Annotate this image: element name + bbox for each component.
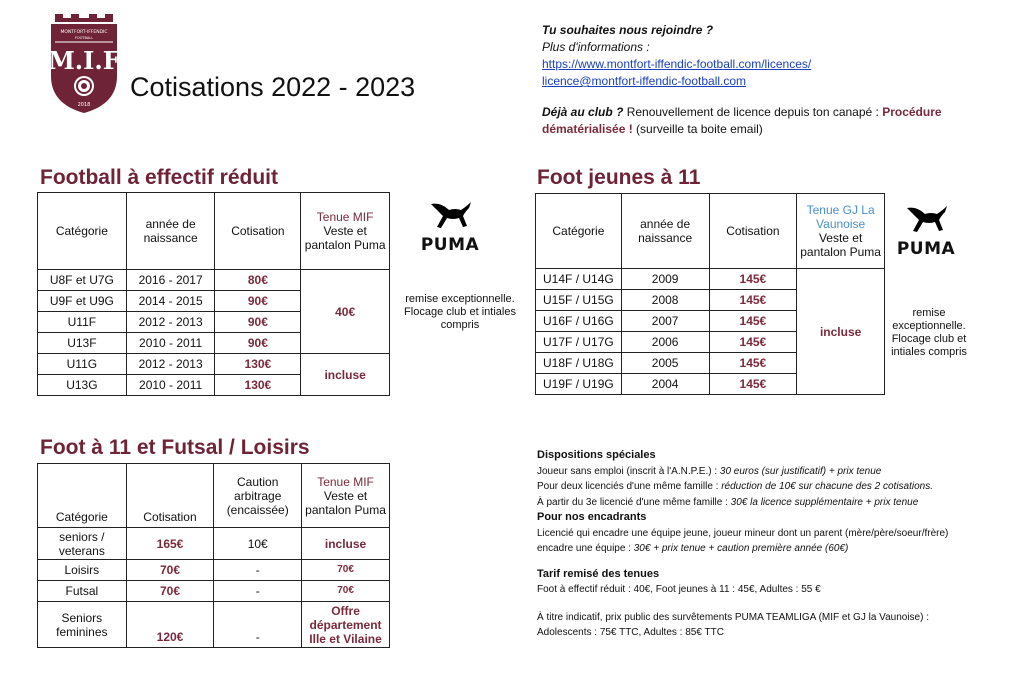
line-text-italic: réduction de 10€ sur chacune des 2 cotisations. bbox=[721, 481, 934, 492]
kit-included-cell: incluse bbox=[797, 269, 885, 395]
unemployed-line bbox=[537, 464, 1007, 480]
fee-cell: 90€ bbox=[215, 291, 301, 312]
fee-cell: 80€ bbox=[215, 270, 301, 291]
caution-cell: - bbox=[214, 560, 302, 581]
line-text-italic: 30 euros (sur justificatif) + prix tenue bbox=[719, 465, 882, 477]
line-text: Joueur sans emploi (inscrit à l'A.N.P.E.) : bbox=[537, 465, 720, 477]
tenue-title: Tarif remisé des tenues bbox=[537, 567, 660, 580]
info-block bbox=[542, 22, 1012, 138]
puma-cat-icon bbox=[903, 204, 949, 234]
adult-table bbox=[37, 463, 390, 648]
coach-line-2 bbox=[537, 541, 1007, 557]
line-text-italic: 30€ la licence supplémentaire + prix tenue bbox=[730, 496, 919, 508]
fee-cell: 145€ bbox=[709, 269, 797, 290]
youth-section-title: Foot jeunes à 11 bbox=[537, 166, 701, 189]
table-cell: U14F / U14G bbox=[536, 269, 622, 290]
table-cell: Seniors feminines bbox=[38, 602, 127, 648]
table-cell: seniors / veterans bbox=[38, 528, 127, 560]
caution-cell: 10€ bbox=[214, 528, 302, 560]
more-info: Plus d'informations : bbox=[542, 40, 650, 54]
table-cell: U16F / U16G bbox=[536, 311, 622, 332]
col-header-kit bbox=[301, 193, 390, 270]
puma-wordmark: PUMA bbox=[896, 239, 956, 259]
youth-discount-note: remise exceptionnelle. Flocage club et intiales compris bbox=[891, 307, 967, 358]
fee-cell: 130€ bbox=[215, 354, 301, 375]
page-title: Cotisations 2022 - 2023 bbox=[130, 72, 416, 102]
table-cell: 2012 - 2013 bbox=[126, 354, 215, 375]
table-cell: U15F / U15G bbox=[536, 290, 622, 311]
fee-cell: 90€ bbox=[215, 333, 301, 354]
table-cell: 2010 - 2011 bbox=[126, 375, 215, 396]
table-cell: U9F et U9G bbox=[38, 291, 127, 312]
licence-url-link[interactable]: https://www.montfort-iffendic-football.com/licences/ bbox=[542, 57, 812, 71]
kit-cell: Offre département Ille et Vilaine bbox=[302, 602, 390, 648]
col-header-fee: Cotisation bbox=[126, 464, 214, 528]
coach-title: Pour nos encadrants bbox=[537, 511, 647, 523]
table-cell: U11F bbox=[38, 312, 127, 333]
table-cell: Loisirs bbox=[38, 560, 127, 581]
fee-cell: 90€ bbox=[215, 312, 301, 333]
table-cell: U11G bbox=[38, 354, 127, 375]
svg-text:2018: 2018 bbox=[77, 102, 91, 108]
puma-wordmark: PUMA bbox=[420, 235, 480, 255]
kit-header-title: Tenue MIF bbox=[316, 210, 374, 224]
table-cell: U19F / U19G bbox=[536, 374, 622, 395]
kit-header-desc: Veste et pantalon Puma bbox=[304, 224, 386, 252]
col-header-birth-year: année de naissance bbox=[126, 193, 215, 270]
table-cell: 2010 - 2011 bbox=[126, 333, 215, 354]
fee-cell: 70€ bbox=[126, 581, 214, 602]
fee-cell: 70€ bbox=[126, 560, 214, 581]
col-header-category: Catégorie bbox=[38, 193, 127, 270]
table-cell: 2016 - 2017 bbox=[126, 270, 215, 291]
special-provisions bbox=[537, 448, 1007, 641]
puma-logo bbox=[896, 204, 956, 259]
col-header-fee: Cotisation bbox=[215, 193, 301, 270]
line-text-italic: 30€ + prix tenue + caution première année (60€) bbox=[633, 543, 849, 554]
fee-cell: 145€ bbox=[709, 374, 797, 395]
reduced-section-title: Football à effectif réduit bbox=[40, 166, 279, 189]
col-header-category: Catégorie bbox=[38, 464, 127, 528]
fee-cell: 120€ bbox=[126, 602, 214, 648]
procedure-text: Procédure dématérialisée ! bbox=[542, 105, 942, 136]
line-text: À partir du 3e licencié d'une même famille : bbox=[537, 496, 731, 508]
table-cell: 2007 bbox=[621, 311, 709, 332]
third-family-line bbox=[537, 495, 1007, 511]
table-cell: U18F / U18G bbox=[536, 353, 622, 374]
line-text: Pour deux licenciés d'une même famille : bbox=[537, 481, 722, 492]
col-header-birth-year: année de naissance bbox=[621, 194, 709, 269]
renew-paragraph bbox=[542, 104, 1012, 138]
coach-line: Licencié qui encadre une équipe jeune, joueur mineur dont un parent (mère/père/soeur/frère) bbox=[537, 527, 949, 539]
join-question: Tu souhaites nous rejoindre ? bbox=[542, 23, 714, 37]
two-family-line bbox=[537, 479, 1007, 495]
svg-text:M.I.F: M.I.F bbox=[48, 46, 120, 75]
col-header-category: Catégorie bbox=[536, 194, 622, 269]
line-text: encadre une équipe : bbox=[537, 543, 634, 554]
col-header-fee: Cotisation bbox=[709, 194, 797, 269]
fee-cell: 130€ bbox=[215, 375, 301, 396]
table-cell: 2012 - 2013 bbox=[126, 312, 215, 333]
col-header-caution: Caution arbitrage (encaissée) bbox=[214, 464, 302, 528]
public-price-values: Adolescents : 75€ TTC, Adultes : 85€ TTC bbox=[537, 627, 724, 638]
youth-table bbox=[535, 193, 885, 395]
fee-cell: 145€ bbox=[709, 353, 797, 374]
caution-cell: - bbox=[214, 581, 302, 602]
kit-included-cell: incluse bbox=[301, 354, 390, 396]
svg-text:MONTFORT-IFFENDIC: MONTFORT-IFFENDIC bbox=[60, 30, 108, 35]
tenue-line: Foot à effectif réduit : 40€, Foot jeunes à 11 : 45€, Adultes : 55 € bbox=[537, 584, 821, 595]
kit-header-title: Tenue GJ La Vaunoise bbox=[806, 203, 875, 231]
fee-cell: 145€ bbox=[709, 332, 797, 353]
puma-logo bbox=[420, 200, 480, 255]
kit-cell: 70€ bbox=[302, 560, 390, 581]
table-cell: Futsal bbox=[38, 581, 127, 602]
public-price-line: À titre indicatif, prix public des survêtements PUMA TEAMLIGA (MIF et GJ la Vaunoise) : bbox=[537, 611, 929, 623]
fee-cell: 165€ bbox=[126, 528, 214, 560]
kit-cell: 70€ bbox=[302, 581, 390, 602]
table-cell: 2009 bbox=[621, 269, 709, 290]
club-question: Déjà au club ? bbox=[542, 105, 624, 119]
kit-header-desc: Veste et pantalon Puma bbox=[305, 488, 386, 517]
fee-cell: 145€ bbox=[709, 290, 797, 311]
table-cell: U8F et U7G bbox=[38, 270, 127, 291]
table-cell: 2008 bbox=[621, 290, 709, 311]
col-header-kit bbox=[302, 464, 390, 528]
kit-header-title: Tenue MIF bbox=[317, 474, 374, 489]
table-cell: 2006 bbox=[621, 332, 709, 353]
kit-header-desc: Veste et pantalon Puma bbox=[800, 231, 881, 259]
table-cell: 2005 bbox=[621, 353, 709, 374]
table-cell: 2014 - 2015 bbox=[126, 291, 215, 312]
table-cell: U13F bbox=[38, 333, 127, 354]
table-cell: U13G bbox=[38, 375, 127, 396]
renew-text: Renouvellement de licence depuis ton canapé : bbox=[623, 105, 883, 119]
caution-cell: - bbox=[214, 602, 302, 648]
table-cell: U17F / U17G bbox=[536, 332, 622, 353]
special-title: Dispositions spéciales bbox=[537, 449, 656, 461]
svg-text:FOOTBALL: FOOTBALL bbox=[74, 36, 94, 40]
col-header-kit bbox=[797, 194, 885, 269]
puma-cat-icon bbox=[427, 200, 473, 230]
licence-email-link[interactable]: licence@montfort-iffendic-football.com bbox=[542, 74, 747, 88]
check-email-text: (surveille ta boite email) bbox=[632, 122, 763, 136]
reduced-table bbox=[37, 192, 390, 396]
reduced-discount-note: remise exceptionnelle. Flocage club et intiales compris bbox=[404, 293, 516, 331]
fee-cell: 145€ bbox=[709, 311, 797, 332]
adult-section-title: Foot à 11 et Futsal / Loisirs bbox=[40, 436, 310, 459]
club-logo bbox=[47, 14, 121, 114]
kit-price-cell: 40€ bbox=[301, 270, 390, 354]
table-cell: 2004 bbox=[621, 374, 709, 395]
kit-cell: incluse bbox=[302, 528, 390, 560]
